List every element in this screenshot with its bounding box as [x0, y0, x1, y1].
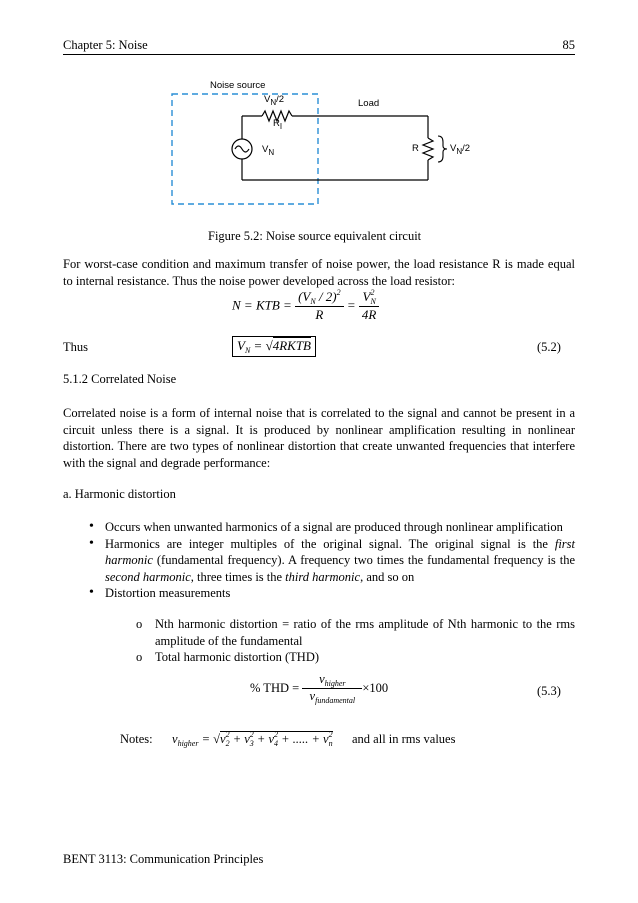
notes-label: Notes: — [120, 732, 153, 746]
page-footer: BENT 3113: Communication Principles — [63, 852, 264, 866]
bullet-item: • Occurs when unwanted harmonics of a signal are produced through nonlinear amplification — [63, 519, 575, 536]
r1-label: $R_I$ — [273, 118, 283, 131]
sub-bullet-item: o Total harmonic distortion (THD) — [63, 649, 575, 666]
vn-half-label: $V_N/2$ — [264, 94, 285, 107]
sub-bullet-item: o Nth harmonic distortion = ratio of the rms amplitude of Nth harmonic to the rms amplitude of the fundamental — [63, 616, 575, 649]
thus-label: Thus — [63, 340, 88, 354]
load-resistor — [423, 138, 433, 160]
load-label: Load — [358, 98, 380, 109]
chapter-title: Chapter 5: Noise — [63, 38, 148, 52]
equation-number-5-3: (5.3) — [537, 684, 561, 698]
circuit-diagram — [150, 78, 490, 213]
noise-source-label: Noise source — [210, 80, 266, 91]
noise-power-equation: N = KTB = $\frac{(V_N / 2)^2}{R}$ = $\frac{V^2_N}{4R}$ — [232, 288, 379, 320]
bullet-item: • Distortion measurements — [63, 585, 575, 602]
thd-equation: % THD = $\frac{v_{higher}}{v_{fundamental}}$ ×100 — [250, 672, 389, 705]
figure-caption: Figure 5.2: Noise source equivalent circuit — [208, 229, 422, 243]
subheading-harmonic-distortion: a. Harmonic distortion — [63, 487, 176, 501]
vn-equation: $V_N$ = √4RKTB — [232, 336, 316, 357]
vn-source-label: $V_N$ — [262, 144, 275, 157]
notes-tail: and all in rms values — [352, 732, 456, 746]
notes-equation: $v_{higher} = √v^2_2 + v^2_3 + v^2_4$ + ..... + $v^2_n$ — [172, 730, 333, 748]
circuit-figure — [150, 78, 490, 213]
paragraph-correlated-noise: Correlated noise is a form of internal noise that is correlated to the signal and cannot be present in a circuit unless there is a signal. It is produced by nonlinear amplification resulting in nonlinear distortion. There are two types of nonlinear distortion that create unwanted frequencies that interfere with the signal and degrade performance: — [63, 406, 575, 470]
load-r-label: R — [412, 143, 419, 154]
bullet-item: • Harmonics are integer multiples of the original signal. The original signal is the first harmonic (fundamental frequency). A frequency two times the fundamental frequency is the second harmonic, three times is the third harmonic, and so on — [63, 536, 575, 586]
sub-bullet-list — [63, 616, 575, 666]
vn-half-load-label: $V_N/2$ — [450, 143, 471, 156]
page-number: 85 — [562, 38, 575, 52]
equation-number-5-2: (5.2) — [537, 340, 561, 354]
page-header — [63, 38, 575, 55]
paragraph-worst-case: For worst-case condition and maximum transfer of noise power, the load resistance R is made equal to internal resistance. Thus the noise power developed across the load resistor: — [63, 257, 575, 288]
noise-source-box — [172, 94, 318, 204]
section-heading: 5.1.2 Correlated Noise — [63, 372, 177, 386]
bullet-list — [63, 519, 575, 602]
